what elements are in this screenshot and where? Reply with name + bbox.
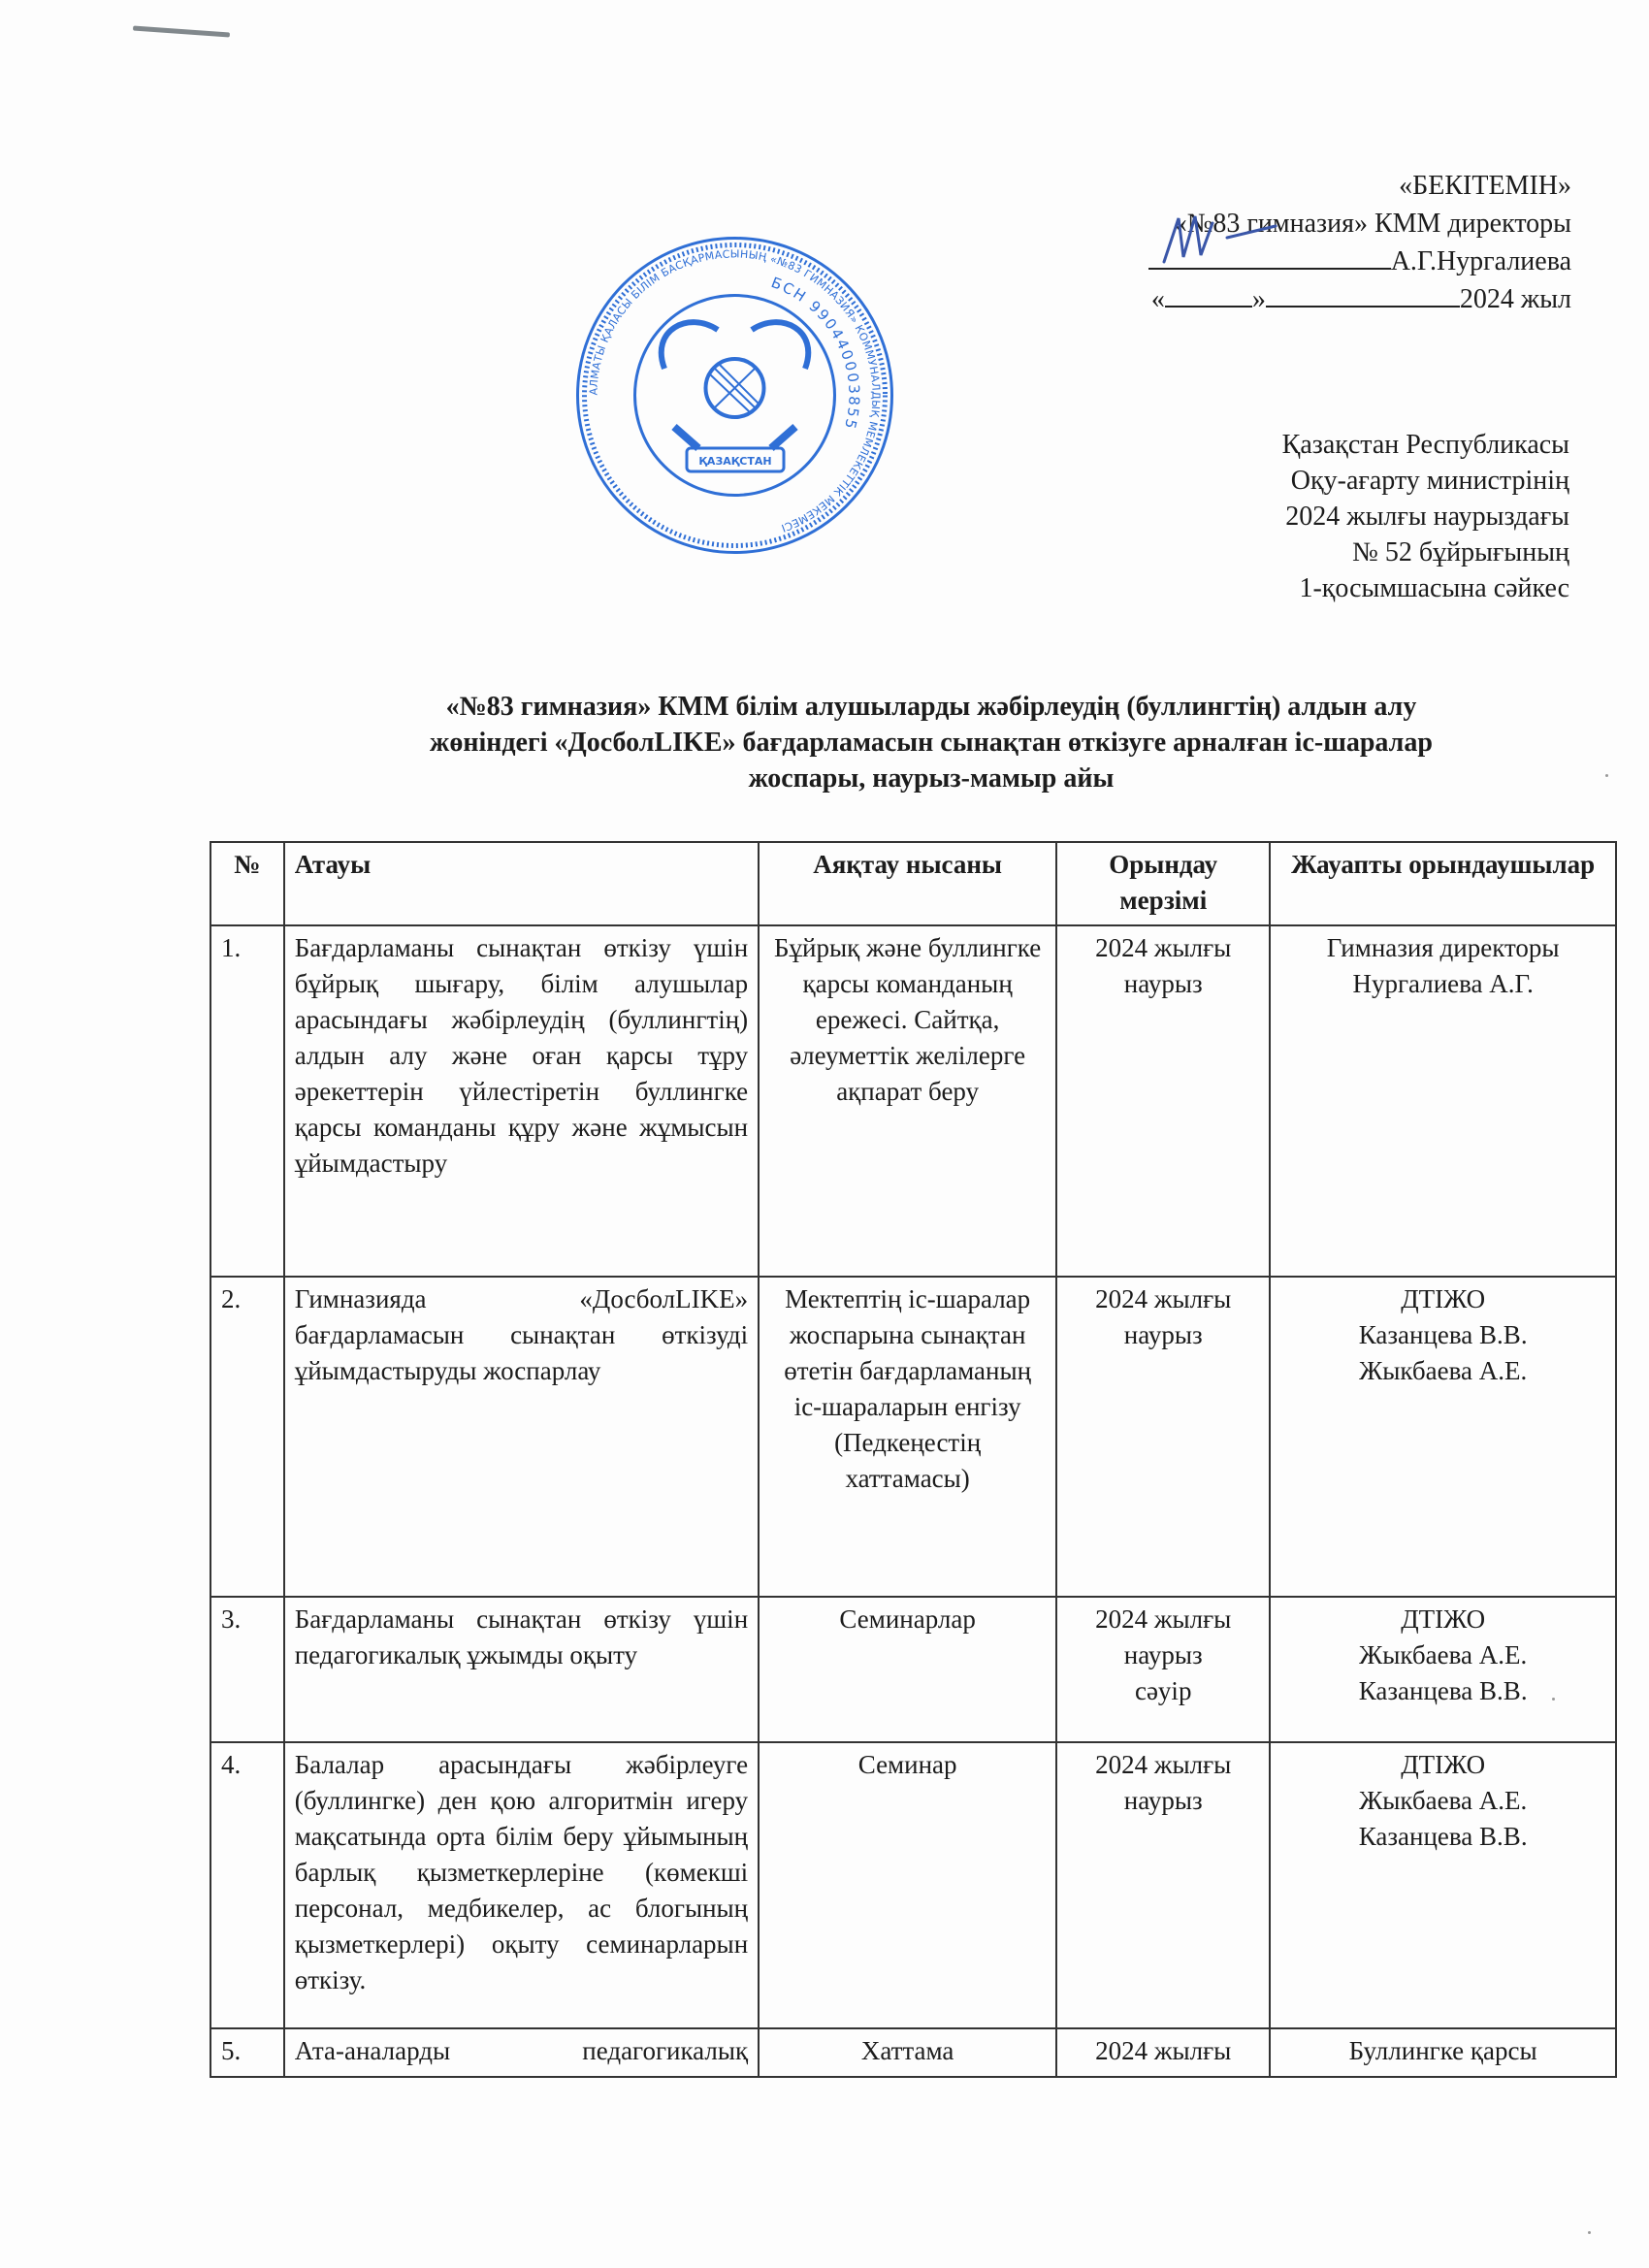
row-name: Бағдарламаны сынақтан өткізу үшін бұйрық шығару, білім алушылар арасындағы жәбірлеудің (буллингтің) алдын алу және оған қарсы тұру әрекеттерін үйлестіретін буллингке қарсы команданы құру және жұмысын ұйымдастыру (284, 925, 759, 1277)
basis-line: № 52 бұйрығының (1352, 537, 1569, 567)
row-completion-form: Мектептің іс-шаралар жоспарына сынақтан өтетін бағдарламаның іс-шараларын енгізу (Педкеңестің хаттамасы) (759, 1277, 1056, 1597)
row-completion-form: Семинарлар (759, 1597, 1056, 1742)
header-num: № (210, 842, 284, 925)
basis-line: Қазақстан Республикасы (1281, 430, 1569, 460)
row-name: Балалар арасындағы жәбірлеуге (буллингке) ден қою алгоритмін игеру мақсатында орта білім беру ұйымының барлық қызметкерлеріне (көмекші персонал, медбикелер, ас блогының қызметкерлері) оқыту семинарларын өткізу. (284, 1742, 759, 2028)
approval-signer: А.Г.Нургалиева (1390, 246, 1571, 276)
table-row (210, 1742, 1616, 2028)
scan-artifact-mark (133, 26, 230, 38)
row-responsible: ДТІЖО Жыкбаева А.Е. Казанцева В.В. (1270, 1742, 1616, 2028)
stamp-dotted-ring (585, 245, 886, 546)
row-completion-form: Бұйрық және буллингке қарсы команданың ережесі. Сайтқа, әлеуметтік желілерге ақпарат беру (759, 925, 1056, 1277)
emblem-horns-icon (674, 427, 795, 448)
approval-heading: «БЕКІТЕМІН» (1399, 171, 1571, 201)
row-deadline: 2024 жылғы наурыз (1056, 1277, 1270, 1597)
official-stamp (572, 233, 897, 558)
row-num: 2. (210, 1277, 284, 1597)
title-line: жөніндегі «ДосболLIKE» бағдарламасын сынақтан өткізуге арналған іс-шаралар (430, 728, 1433, 758)
document-title (242, 689, 1620, 796)
row-responsible: Буллингке қарсы (1270, 2028, 1616, 2077)
row-num: 1. (210, 925, 284, 1277)
scan-speck (1605, 774, 1608, 777)
row-name: Бағдарламаны сынақтан өткізу үшін педагогикалық ұжымды оқыту (284, 1597, 759, 1742)
stamp-outer-text: АЛМАТЫ ҚАЛАСЫ БІЛІМ БАСҚАРМАСЫНЫҢ «№83 ГИМНАЗИЯ» КОММУНАЛДЫҚ МЕМЛЕКЕТТІК МЕКЕМЕСІ (587, 247, 883, 535)
row-deadline: 2024 жылғы наурыз (1056, 1742, 1270, 2028)
stamp-emblem-label: ҚАЗАҚСТАН (698, 455, 772, 468)
svg-text:БСН 990440003855 (769, 274, 863, 433)
basis-line: Оқу-ағарту министрінің (1290, 466, 1569, 496)
row-deadline: 2024 жылғы наурыз сәуір (1056, 1597, 1270, 1742)
approval-year: 2024 жыл (1459, 284, 1571, 314)
svg-text:АЛМАТЫ ҚАЛАСЫ БІЛІМ БАСҚАРМАСЫ (587, 247, 882, 535)
stamp-outer-ring (578, 239, 892, 553)
row-deadline: 2024 жылғы наурыз (1056, 925, 1270, 1277)
table-row (210, 2028, 1616, 2077)
title-line: «№83 гимназия» КММ білім алушыларды жәбірлеудің (буллингтің) алдын алу (445, 692, 1417, 722)
row-num: 4. (210, 1742, 284, 2028)
scan-speck (1552, 1698, 1555, 1701)
handwritten-signature (1145, 209, 1280, 267)
basis-line: 2024 жылғы наурыздағы (1285, 502, 1569, 532)
row-name: Гимназияда «ДосболLIKE» бағдарламасын сынақтан өткізуді ұйымдастыруды жоспарлау (284, 1277, 759, 1597)
title-line: жоспары, наурыз-мамыр айы (748, 763, 1115, 794)
basis-line: 1-қосымшасына сәйкес (1299, 573, 1569, 603)
emblem-cross-lines (710, 365, 759, 411)
legal-basis-block (1282, 427, 1569, 606)
action-plan-table (210, 841, 1617, 2078)
table-row (210, 1277, 1616, 1597)
header-deadline: Орындау мерзімі (1056, 842, 1270, 925)
row-responsible: ДТІЖО Казанцева В.В. Жыкбаева А.Е. (1270, 1277, 1616, 1597)
scan-speck (1588, 2231, 1591, 2234)
row-responsible: ДТІЖО Жыкбаева А.Е. Казанцева В.В. (1270, 1597, 1616, 1742)
month-underline (1266, 280, 1460, 308)
table-header-row (210, 842, 1616, 925)
date-close-quote: » (1251, 284, 1266, 314)
approval-position: «№83 гимназия» КММ директоры (1173, 209, 1571, 239)
row-name: Ата-аналарды педагогикалық (284, 2028, 759, 2077)
date-open-quote: « (1150, 284, 1165, 314)
approval-date-line (1148, 280, 1571, 318)
day-underline (1165, 280, 1252, 308)
stamp-bin-text: БСН 990440003855 (768, 274, 863, 433)
table-row (210, 925, 1616, 1277)
row-responsible: Гимназия директоры Нургалиева А.Г. (1270, 925, 1616, 1277)
row-completion-form: Хаттама (759, 2028, 1056, 2077)
table-row (210, 1597, 1616, 1742)
row-deadline: 2024 жылғы (1056, 2028, 1270, 2077)
row-num: 3. (210, 1597, 284, 1742)
header-completion-form: Аяқтау нысаны (759, 842, 1056, 925)
row-num: 5. (210, 2028, 284, 2077)
header-responsible: Жауапты орындаушылар (1270, 842, 1616, 925)
emblem-tulpar-wings-icon (662, 322, 809, 369)
header-name: Атауы (284, 842, 759, 925)
row-completion-form: Семинар (759, 1742, 1056, 2028)
